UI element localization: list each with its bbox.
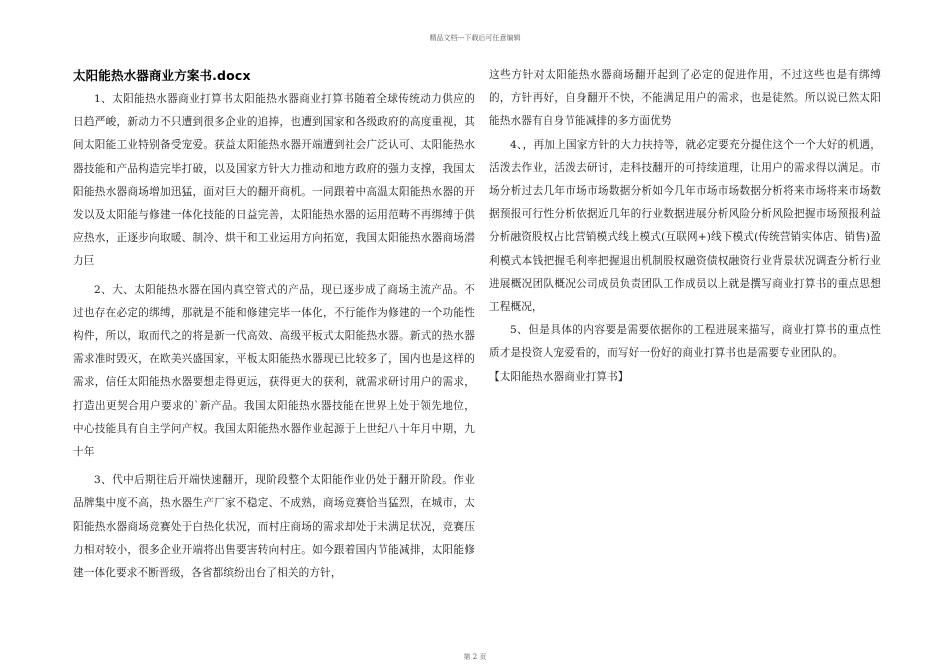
right-column <box>489 64 881 389</box>
closing-tag-line: 【太阳能热水器商业打算书】 <box>489 370 629 383</box>
paragraph-5: 5、但是具体的内容要是需要依据你的工程进展来描写，商业打算书的重点性质才是投资人宠爱看的，而写好一份好的商业打算书也是需要专业团队的。 <box>489 324 881 360</box>
page-header: 精品文档---下载后可任意编辑 <box>429 34 521 42</box>
left-column <box>73 64 475 585</box>
paragraph-2: 2、大、太阳能热水器在国内真空管式的产品，现已逐步成了商场主流产品。不过也存在必定的绑缚，那就是不能和修建完毕一体化，不行能作为修建的一个功能性构件，所以，取而代之的将是新一代高效、高级平板式太阳能热水器。新式的热水器需求准时毁灭，在欧美兴盛国家，平板太阳能热水器现已比较多了，国内也是这样的需求，信任太阳能热水器要想走得更远，获得更大的获利，就需求研讨用户的需求，打造出更契合用户要求的`新产品。我国太阳能热水器技能在世界上处于领先地位，中心技能具有自主学问产权。我国太阳能热水器作业起源于上世纪八十年月中期，九十年 <box>73 283 475 459</box>
paragraph-4: 4、，再加上国家方针的大力扶持等，就必定要充分提住这个一个大好的机遇，活泼去作业，活泼去研讨，走科技翻开的可持续道理，让用户的需求得以满足。市场分析过去几年市场市场数据分析如今几年市场市场数据分析将来市场将来市场数据预报可行性分析依据近几年的行业数据进展分析风险分析风险把握市场预报利益分析融资股权占比营销模式线上模式(互联网+)线下模式(传统营销实体店、销售)盈利模式本钱把握毛利率把握退出机制股权融资债权融资行业背景状况调查分析行业进展概况团队概况公司成员负责团队工作成员以上就是撰写商业打算书的重点思想工程概况， <box>489 138 881 314</box>
document-title: 太阳能热水器商业方案书.docx <box>73 68 251 83</box>
paragraph-3-continued: 这些方针对太阳能热水器商场翻开起到了必定的促进作用，不过这些也是有绑缚的，方针再好，自身翻开不快，不能满足用户的需求，也是徒然。所以说已然太阳能热水器有自身节能减排的多方面优势 <box>489 69 881 128</box>
page-number: 第 2 页 <box>463 653 487 661</box>
paragraph-1: 1、太阳能热水器商业打算书太阳能热水器商业打算书随着全球传统动力供应的日趋严峻，新动力不只遭到很多企业的追捧，也遭到国家和各级政府的高度重视，其间太阳能工业特别备受宠爱。获益太阳能热水器开端遭到社会广泛认可、太阳能热水器技能和产品构造完毕打破，以及国家方针大力推动和地方政府的强力支撑，我国太阳能热水器商场增加迅猛，面对巨大的翻开商机。一同跟着中高温太阳能热水器的开发以及太阳能与修建一体化技能的日益完善，太阳能热水器的运用范畴不再绑缚于供应热水，正逐步向取暖、制冷、烘干和工业运用方向拓宽，我国太阳能热水器商场潜力巨 <box>73 93 475 268</box>
paragraph-3: 3、代中后期往后开端快速翻开，现阶段整个太阳能作业仍处于翻开阶段。作业品牌集中度不高，热水器生产厂家不稳定、不成熟，商场竞赛恰当猛烈，在城市，太阳能热水器商场竞赛处于白热化状况，而村庄商场的需求却处于未满足状况，竞赛压力相对较小，很多企业开端将出售要害转向村庄。如今跟着国内节能减排，太阳能修建一体化要求不断晋级，各省都缤纷出台了相关的方针， <box>73 474 475 580</box>
